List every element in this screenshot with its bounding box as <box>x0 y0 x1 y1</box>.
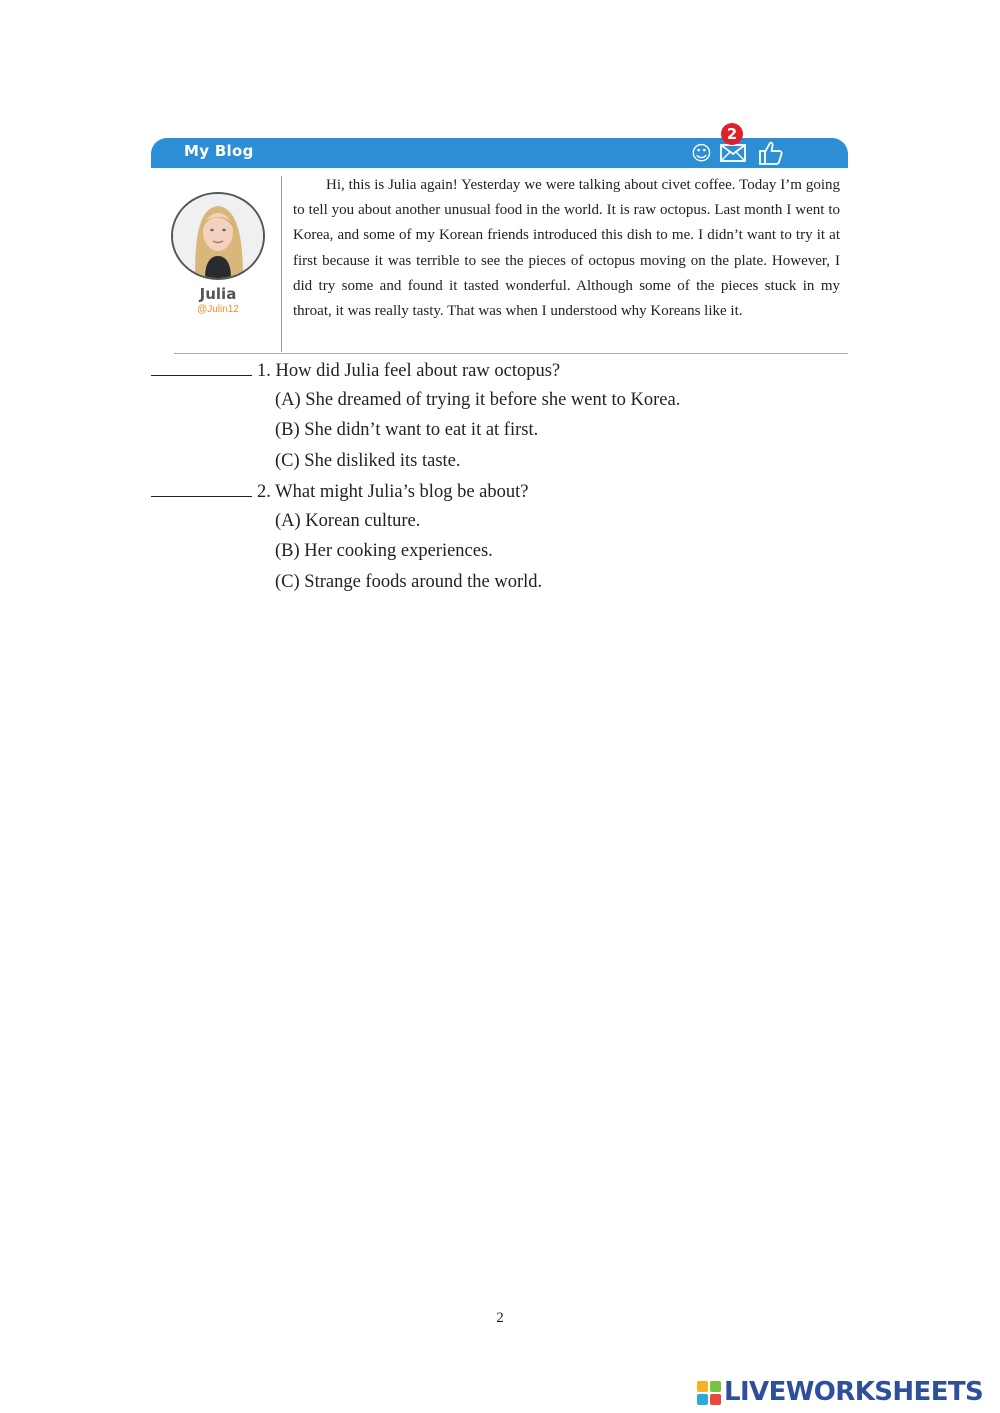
blog-title: My Blog <box>184 142 254 160</box>
option-2c: (C) Strange foods around the world. <box>275 572 543 592</box>
option-1a: (A) She dreamed of trying it before she went to Korea. <box>275 390 681 410</box>
logo-grid-icon <box>697 1381 721 1405</box>
question-number: 2. <box>257 482 271 502</box>
smiley-icon[interactable]: ☺ <box>691 141 712 165</box>
option-2b: (B) Her cooking experiences. <box>275 541 493 561</box>
answer-blank-2[interactable] <box>151 478 252 497</box>
answer-blank-1[interactable] <box>151 357 252 376</box>
divider-horizontal <box>174 353 848 354</box>
profile-name: Julia <box>199 285 237 303</box>
profile-photo <box>173 194 263 278</box>
divider-vertical <box>281 176 282 352</box>
blog-post <box>293 173 840 324</box>
envelope-icon[interactable] <box>720 144 746 162</box>
page-number: 2 <box>496 1310 504 1326</box>
blog-post-text: Hi, this is Julia again! Yesterday we were talking about civet coffee. Today I’m going to tell you about another unusual food in the world. It is raw octopus. Last month I went to Korea, and some of my Korean friends introduced this dish to me. I didn’t want to try it at first because it was terrible to see the pieces of octopus moving on the plate. However, I did try some and found it tasted wonderful. Although some of the pieces stuck in my throat, it was really tasty. That was when I understood why Koreans like it. <box>293 177 840 320</box>
notification-badge[interactable]: 2 <box>721 123 743 145</box>
question-2 <box>151 478 528 504</box>
logo-text: LIVEWORKSHEETS <box>724 1377 984 1407</box>
liveworksheets-logo <box>697 1378 997 1412</box>
question-1 <box>151 357 560 383</box>
option-1c: (C) She disliked its taste. <box>275 451 461 471</box>
option-1b: (B) She didn’t want to eat it at first. <box>275 420 539 440</box>
profile-handle: @Julin12 <box>197 304 239 315</box>
thumbs-up-icon[interactable] <box>757 139 785 167</box>
avatar <box>171 192 265 280</box>
question-number: 1. <box>257 361 271 381</box>
question-text: What might Julia’s blog be about? <box>275 482 529 502</box>
option-2a: (A) Korean culture. <box>275 511 421 531</box>
question-text: How did Julia feel about raw octopus? <box>275 361 561 381</box>
blog-header-bar <box>151 125 848 168</box>
